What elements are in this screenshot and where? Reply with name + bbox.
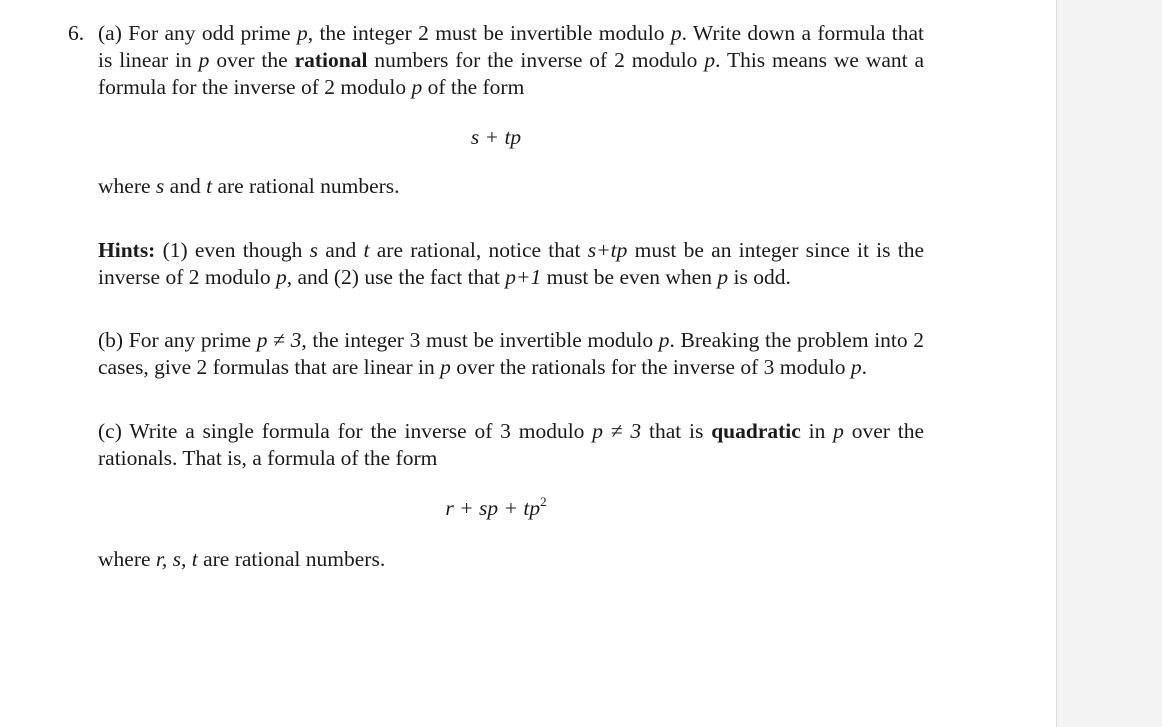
part-b-label: (b)	[98, 328, 124, 352]
part-b-text: . Breaking the problem into 2 cases, give 2 formulas that are linear in	[98, 328, 925, 379]
part-c-text: that is	[648, 419, 704, 443]
part-b-text: For any prime	[128, 328, 252, 352]
formula-quadratic	[68, 495, 924, 522]
part-b-text: over the rationals for the inverse of 3 modulo	[456, 355, 846, 379]
var-t: t	[206, 174, 213, 198]
part-a-text: . Write down a formula that is linear in	[98, 21, 925, 72]
part-c-paragraph	[68, 418, 924, 472]
part-a-text: , the integer 2 must be invertible modulo	[307, 21, 665, 45]
where-text: where	[98, 547, 151, 571]
hints-text: and	[325, 238, 357, 262]
side-panel	[1056, 0, 1162, 727]
part-b-text: , the integer 3 must be invertible modulo	[301, 328, 654, 352]
var-p: p	[411, 75, 423, 99]
var-p: p	[704, 48, 716, 72]
bold-quadratic: quadratic	[711, 419, 801, 443]
where-text: where	[98, 174, 151, 198]
expr-s-plus-tp: s+tp	[587, 238, 628, 262]
part-c-where	[68, 546, 924, 573]
formula-s-plus-tp	[68, 124, 924, 151]
var-t: t	[363, 238, 370, 262]
var-p: p	[850, 355, 862, 379]
part-a-text: . This means we want a formula for the inverse of 2 modulo	[98, 48, 925, 99]
problem-6	[68, 20, 924, 573]
var-p: p	[440, 355, 451, 379]
hints-text: , and (2) use the fact that	[286, 265, 500, 289]
part-a-text: numbers for the inverse of 2 modulo	[374, 48, 698, 72]
where-text: are rational numbers.	[217, 174, 400, 198]
part-b-paragraph	[68, 327, 924, 381]
hints-text: must be an integer since it is the inverse of 2 modulo	[98, 238, 925, 289]
hints-text: (1) even though	[162, 238, 303, 262]
where-text: are rational numbers.	[203, 547, 386, 571]
part-a-text: over the	[216, 48, 288, 72]
vars-r-s-t: r, s, t	[155, 547, 198, 571]
expr-p-not-equal-3: p ≠ 3	[592, 419, 642, 443]
part-a-paragraph	[68, 20, 924, 101]
part-c-label: (c)	[98, 419, 122, 443]
var-p: p	[670, 21, 682, 45]
var-p: p	[275, 265, 287, 289]
part-c-text: Write a single formula for the inverse of 3 modulo	[129, 419, 585, 443]
hints-label: Hints:	[98, 238, 156, 262]
formula-text: r + sp + tp	[445, 496, 541, 520]
part-c-text: over the rationals. That is, a formula of the form	[98, 419, 924, 470]
var-s: s	[155, 174, 165, 198]
part-a-where	[68, 173, 924, 200]
expr-p-not-equal-3: p ≠ 3	[256, 328, 302, 352]
part-b-text: .	[861, 355, 867, 379]
var-p: p	[296, 21, 308, 45]
hints-text: must be even when	[546, 265, 712, 289]
var-p: p	[833, 419, 844, 443]
hints-text: is odd.	[733, 265, 791, 289]
bold-rational: rational	[294, 48, 368, 72]
var-p: p	[198, 48, 210, 72]
var-s: s	[309, 238, 319, 262]
formula-text: s + tp	[470, 125, 522, 149]
hints-paragraph	[68, 237, 924, 291]
hints-text: are rational, notice that	[376, 238, 581, 262]
var-p: p	[658, 328, 670, 352]
part-c-text: in	[808, 419, 826, 443]
problem-number: 6.	[68, 21, 85, 45]
part-a-text: of the form	[427, 75, 525, 99]
formula-exponent: 2	[540, 494, 547, 509]
expr-p-plus-1: p+1	[505, 265, 542, 289]
part-a-label: (a)	[98, 21, 122, 45]
where-text: and	[169, 174, 201, 198]
part-a-text: For any odd prime	[128, 21, 291, 45]
var-p: p	[717, 265, 729, 289]
